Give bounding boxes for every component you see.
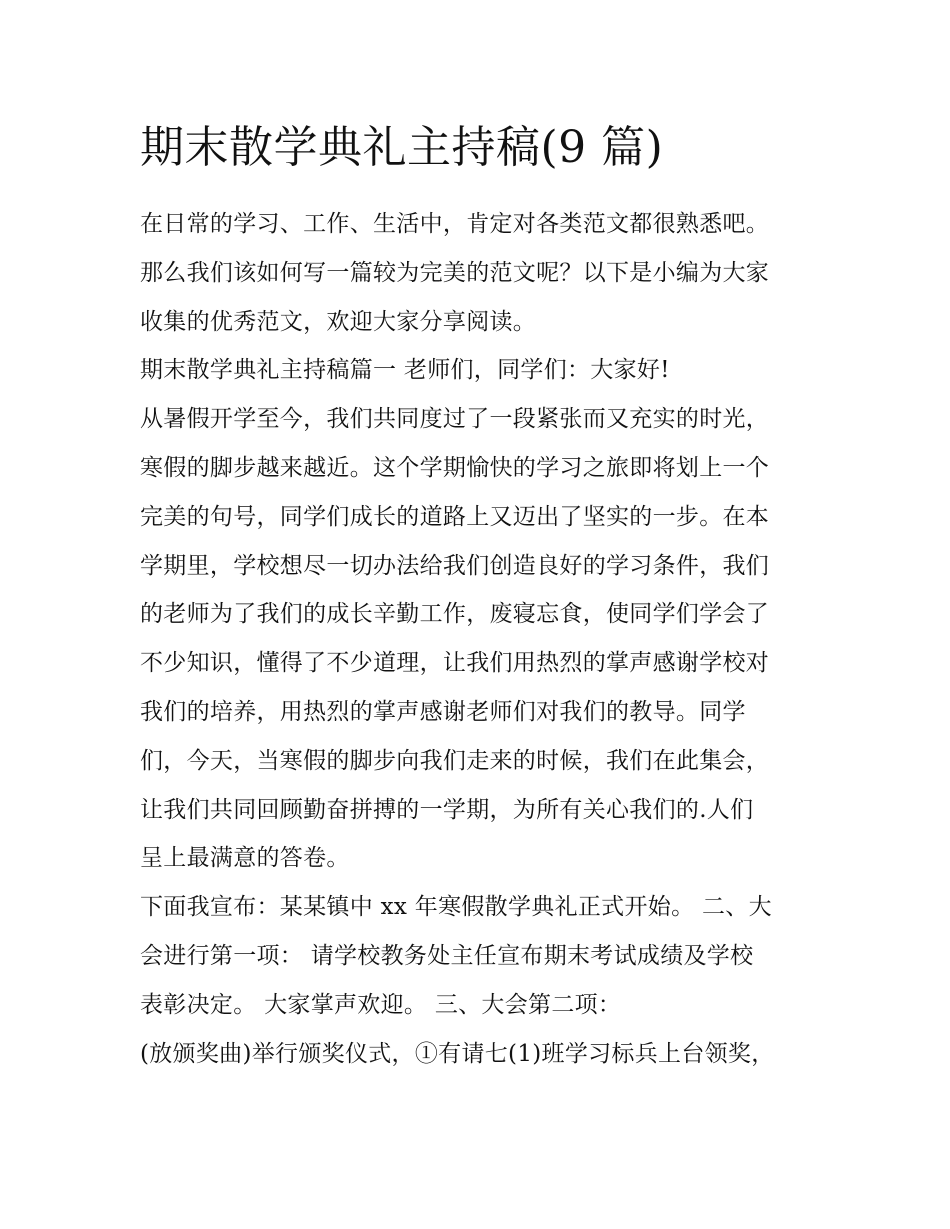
text-line: 期末散学典礼主持稿篇一 老师们，同学们：大家好!	[140, 357, 670, 384]
text-line: 下面我宣布：某某镇中 xx 年寒假散学典礼正式开始。 二、大	[140, 894, 772, 921]
text-line: 完美的句号，同学们成长的道路上又迈出了坚实的一步。在本	[140, 503, 770, 530]
text-line: 让我们共同回顾勤奋拼搏的一学期，为所有关心我们的.人们	[140, 796, 754, 823]
text-line: 收集的优秀范文，欢迎大家分享阅读。	[140, 308, 537, 335]
text-line: 在日常的学习、工作、生活中，肯定对各类范文都很熟悉吧。	[140, 211, 770, 237]
text-line: 呈上最满意的答卷。	[140, 845, 350, 872]
text-line: (放颁奖曲)举行颁奖仪式，①有请七(1)班学习标兵上台领奖，	[140, 1040, 775, 1067]
document-body	[140, 200, 820, 1078]
text-line: 不少知识，懂得了不少道理，让我们用热烈的掌声感谢学校对	[140, 650, 770, 677]
text-line: 会进行第一项： 请学校教务处主任宣布期末考试成绩及学校	[140, 942, 754, 969]
text-line: 从暑假开学至今，我们共同度过了一段紧张而又充实的时光，	[140, 406, 770, 433]
text-line: 们，今天，当寒假的脚步向我们走来的时候，我们在此集会，	[140, 747, 770, 774]
text-line: 那么我们该如何写一篇较为完美的范文呢？以下是小编为大家	[140, 259, 770, 286]
text-line: 的老师为了我们的成长辛勤工作，废寝忘食，使同学们学会了	[140, 601, 770, 628]
document-title: 期末散学典礼主持稿(9 篇)	[140, 122, 664, 173]
text-line: 表彰决定。 大家掌声欢迎。 三、大会第二项：	[140, 991, 622, 1018]
text-line: 我们的培养，用热烈的掌声感谢老师们对我们的教导。同学	[140, 698, 746, 725]
text-line: 学期里，学校想尽一切办法给我们创造良好的学习条件，我们	[140, 552, 770, 579]
text-line: 寒假的脚步越来越近。这个学期愉快的学习之旅即将划上一个	[140, 454, 770, 481]
